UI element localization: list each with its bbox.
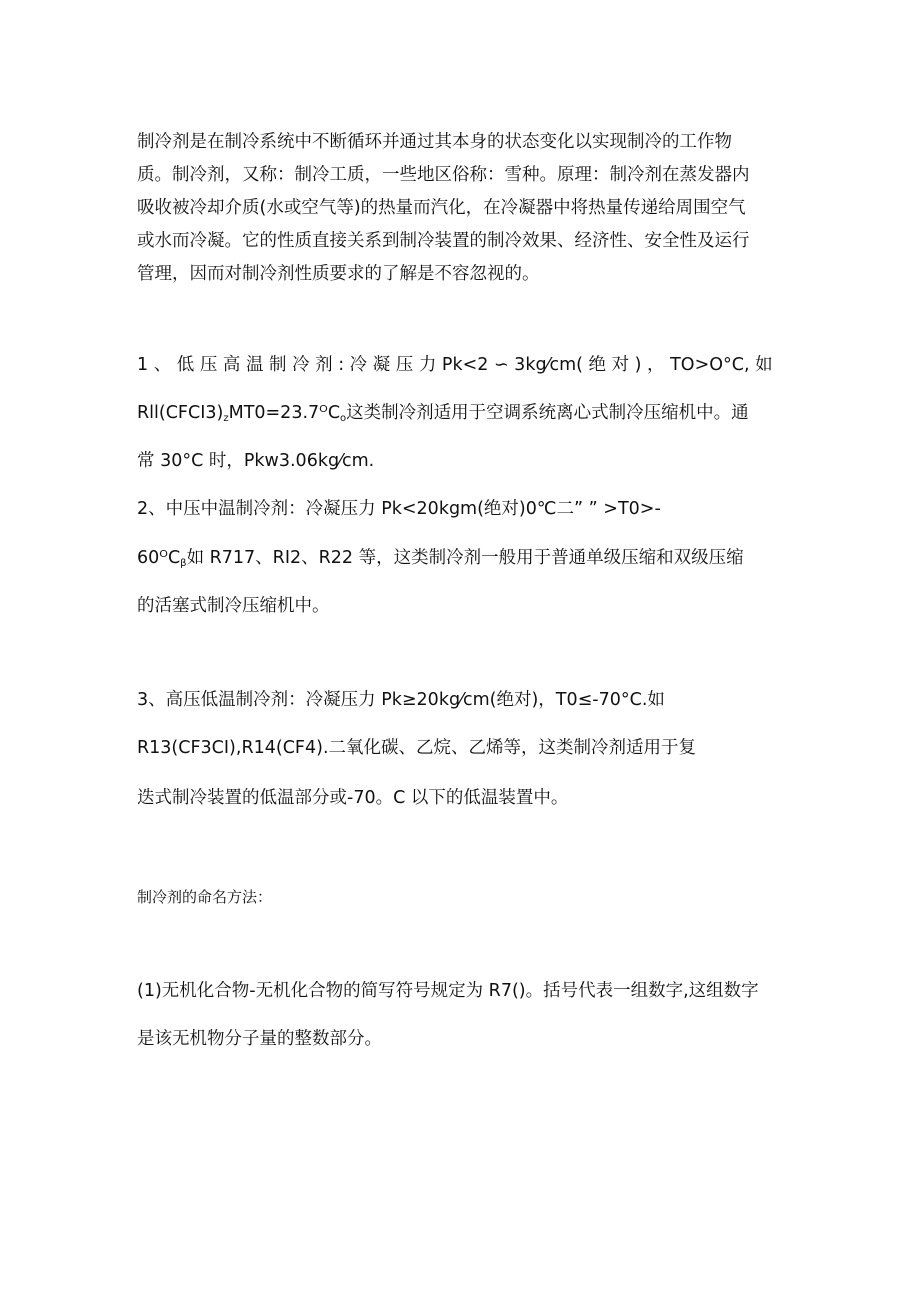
item1-line-3: 常 30°C 时，Pkw3.06kg⁄cm. <box>137 451 375 471</box>
intro-line-3: 吸收被冷却介质(水或空气等)的热量而汽化，在冷凝器中将热量传递给周围空气 <box>137 198 746 218</box>
naming-line-2: 是该无机物分子量的整数部分。 <box>137 1029 382 1049</box>
item3-line-2: R13(CF3CI),R14(CF4).二氧化碳、乙烷、乙烯等，这类制冷剂适用于复 <box>137 738 697 758</box>
naming-heading: 制冷剂的命名方法： <box>137 888 273 906</box>
item1-line-1: 1 、 低 压 高 温 制 冷 剂 : 冷 凝 压 力 Pk<2 ∽ 3kg⁄cm( 绝 对 ) ， TO>O°C, 如 <box>137 355 773 375</box>
item2-subscript: β <box>180 558 187 569</box>
intro-line-2: 质。制冷剂，又称：制冷工质，一些地区俗称：雪种。原理：制冷剂在蒸发器内 <box>137 165 750 185</box>
item1-formula: Rll(CFCI3) <box>137 403 224 423</box>
intro-line-4: 或水而冷凝。它的性质直接关系到制冷装置的制冷效果、经济性、安全性及运行 <box>137 231 750 251</box>
item2-temperature: 60ᴼC <box>137 548 181 568</box>
item3-line-1: 3、高压低温制冷剂：冷凝压力 Pk≥20kg⁄cm(绝对)，T0≤-70°C.如 <box>137 690 665 710</box>
intro-line-1: 制冷剂是在制冷系统中不断循环并通过其本身的状态变化以实现制冷的工作物 <box>137 132 732 152</box>
item3-line-3: 迭式制冷装置的低温部分或-70。C 以下的低温装置中。 <box>137 788 569 808</box>
item1-subscript-2: o <box>340 413 347 424</box>
item1-temperature: MT0=23.7ᴼC <box>228 403 341 423</box>
intro-line-5: 管理，因而对制冷剂性质要求的了解是不容忽视的。 <box>137 264 540 284</box>
item2-line-3: 的活塞式制冷压缩机中。 <box>137 596 330 616</box>
item2-line-1: 2、中压中温制冷剂：冷凝压力 Pk<20kgm(绝对)0℃二” ” >T0>- <box>137 499 661 519</box>
item2-description: 如 R717、RI2、R22 等，这类制冷剂一般用于普通单级压缩和双级压缩 <box>186 548 744 568</box>
naming-line-1: (1)无机化合物-无机化合物的简写符号规定为 R7()。括号代表一组数字,这组数字 <box>137 981 759 1001</box>
item2-line-2 <box>137 546 797 570</box>
item1-description: 这类制冷剂适用于空调系统离心式制冷压缩机中。通 <box>346 403 749 423</box>
item1-line-2 <box>137 401 797 425</box>
item1-subscript-1: z <box>223 413 229 424</box>
